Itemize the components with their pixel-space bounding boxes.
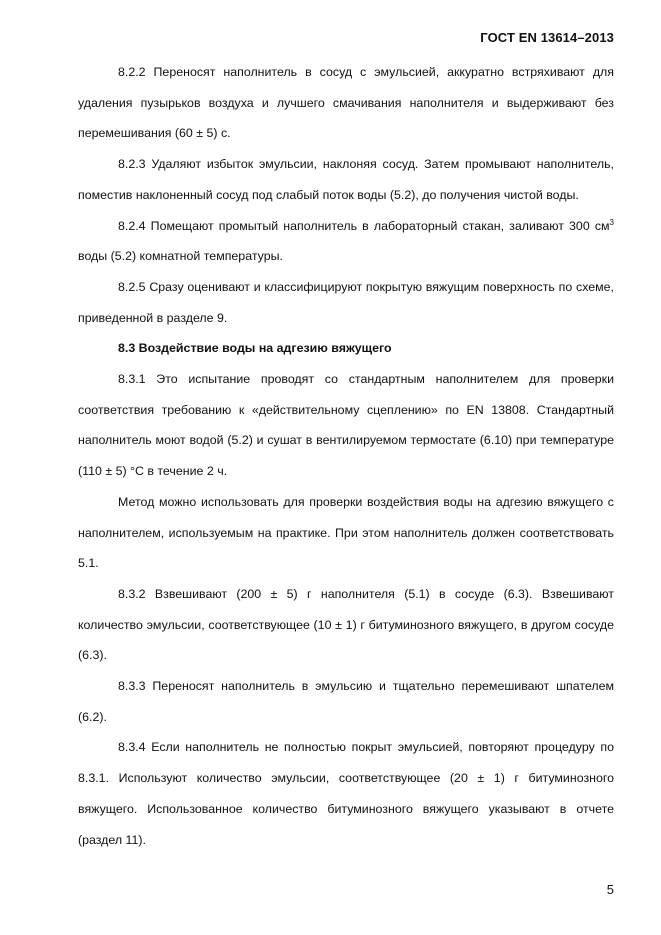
document-body	[78, 57, 614, 855]
page-number: 5	[606, 882, 614, 897]
section-heading-8-3: 8.3 Воздействие воды на адгезию вяжущего	[118, 341, 392, 356]
paragraph-8-3-3: 8.3.3 Переносят наполнитель в эмульсию и тщательно перемешивают шпателем (6.2).	[78, 679, 614, 724]
paragraph-8-2-4-text: 8.2.4 Помещают промытый наполнитель в лабораторный стакан, заливают 300 см	[118, 218, 610, 233]
paragraph-8-2-4-text-end: воды (5.2) комнатной температуры.	[78, 249, 283, 264]
paragraph-method-note: Метод можно использовать для проверки воздействия воды на адгезию вяжущего с наполнителем, используемым на практике. При этом наполнитель должен соответствовать 5.1.	[78, 494, 614, 571]
superscript-cube: 3	[609, 217, 614, 227]
paragraph-8-3-2: 8.3.2 Взвешивают (200 ± 5) г наполнителя (5.1) в сосуде (6.3). Взвешивают количество эмульсии, соответствующее (10 ± 1) г битуминозного вяжущего, в другом сосуде (6.3).	[78, 586, 614, 663]
paragraph-8-2-4	[78, 211, 614, 272]
standard-code-header: ГОСТ EN 13614–2013	[480, 30, 614, 45]
paragraph-8-2-2: 8.2.2 Переносят наполнитель в сосуд с эмульсией, аккуратно встряхивают для удаления пузырьков воздуха и лучшего смачивания наполнителя и выдерживают без перемешивания (60 ± 5) с.	[78, 65, 614, 141]
paragraph-8-2-3: 8.2.3 Удаляют избыток эмульсии, наклоняя сосуд. Затем промывают наполнитель, поместив наклоненный сосуд под слабый поток воды (5.2), до получения чистой воды.	[78, 157, 614, 202]
paragraph-8-3-1: 8.3.1 Это испытание проводят со стандартным наполнителем для проверки соответствия требованию к «действительному сцеплению» по EN 13808. Стандартный наполнитель моют водой (5.2) и сушат в вентилируемом термостате (6.10) при температуре (110 ± 5) °С в течение 2 ч.	[78, 372, 614, 479]
paragraph-8-2-5: 8.2.5 Сразу оценивают и классифицируют покрытую вяжущим поверхность по схеме, приведенной в разделе 9.	[78, 279, 614, 325]
paragraph-8-3-4: 8.3.4 Если наполнитель не полностью покрыт эмульсией, повторяют процедуру по 8.3.1. Используют количество эмульсии, соответствующее (20 ± 1) г битуминозного вяжущего. Использованное количество битуминозного вяжущего указывают в отчете (раздел 11).	[78, 740, 614, 847]
